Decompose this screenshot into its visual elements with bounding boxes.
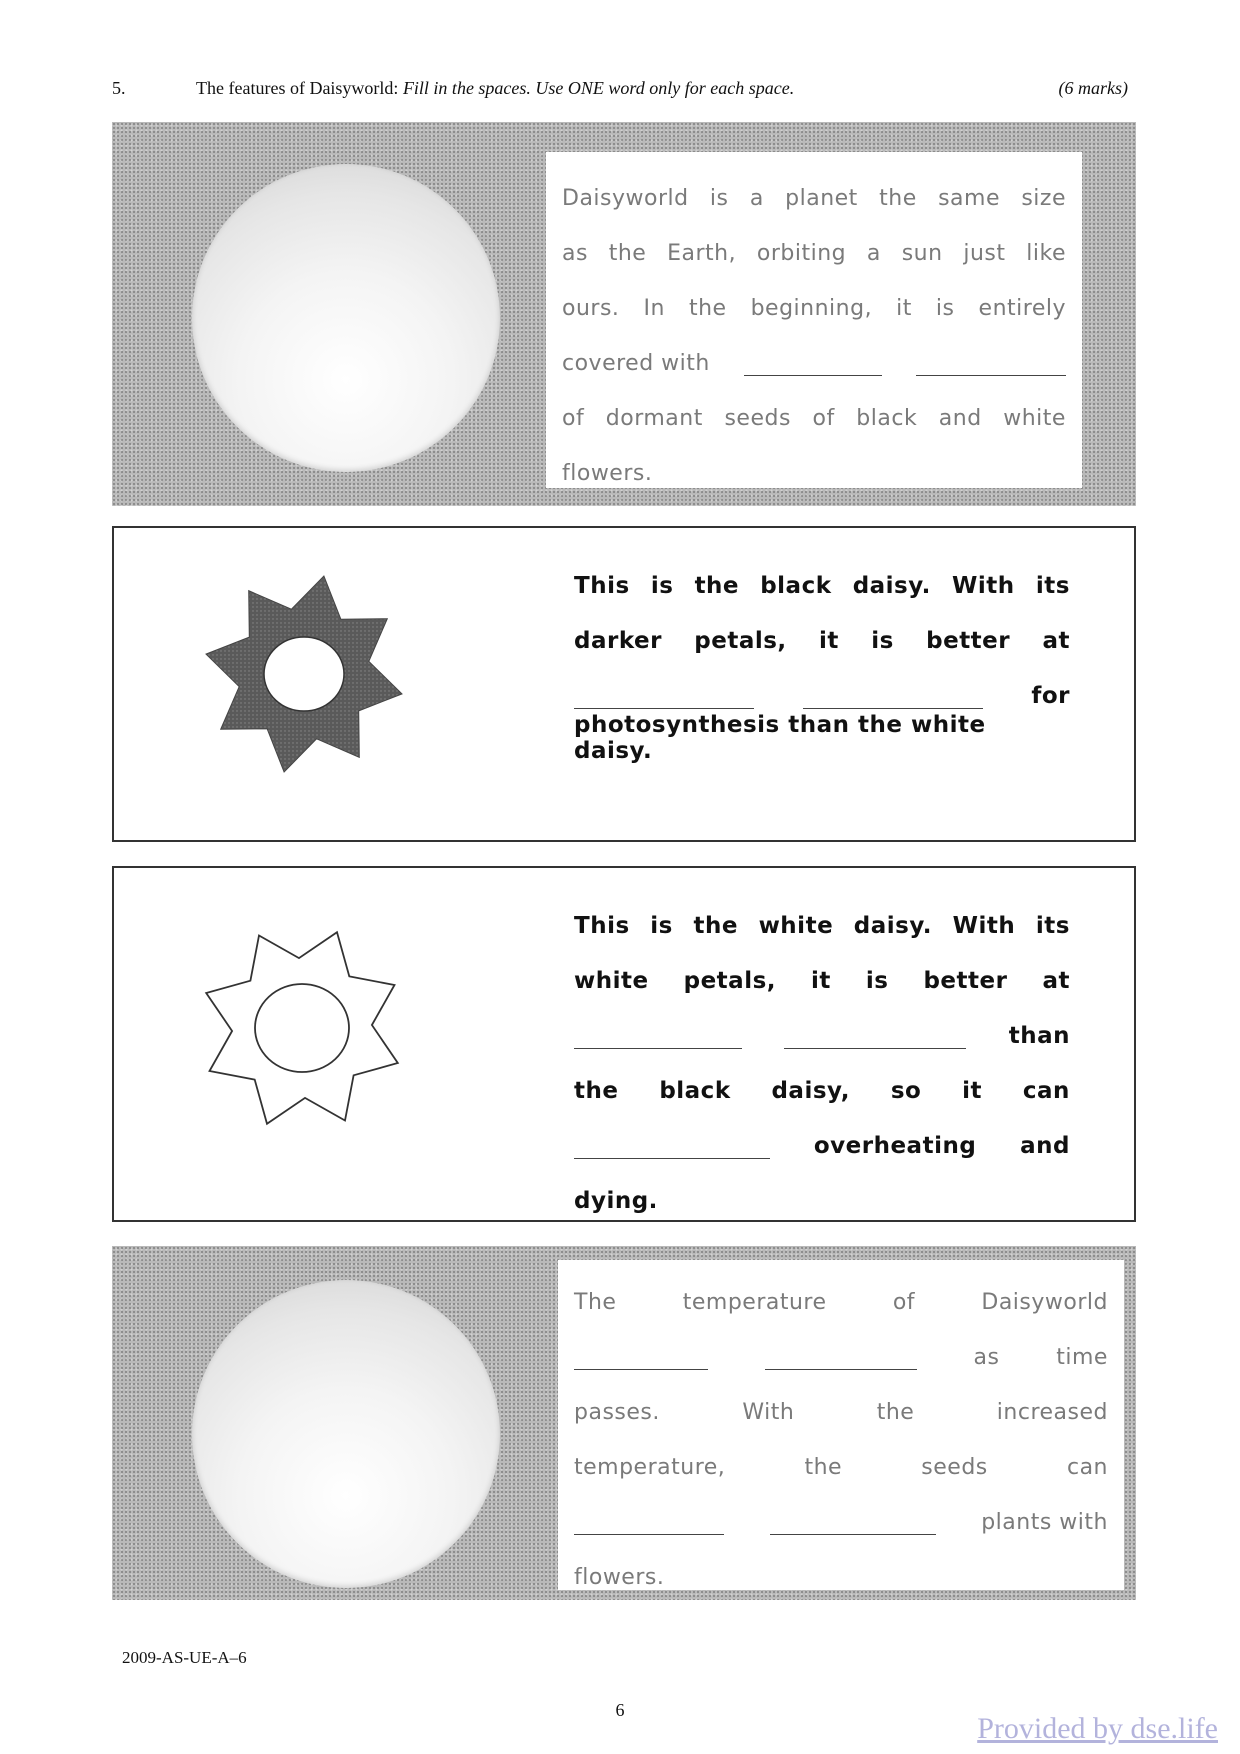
word: Daisyworld [562, 186, 689, 211]
word: ours. [562, 296, 620, 321]
word: for [1031, 683, 1070, 709]
word: the [879, 186, 917, 211]
panel-white-daisy [112, 866, 1136, 1222]
word: daisy. [852, 573, 931, 599]
word: The [574, 1290, 617, 1315]
word: This [574, 913, 630, 939]
text-line [574, 1260, 1108, 1315]
word: white [758, 913, 834, 939]
word: the [688, 296, 727, 321]
word: its [1035, 573, 1070, 599]
word: darker [574, 628, 662, 654]
text-line [574, 1104, 1070, 1159]
word: than [1008, 1023, 1070, 1049]
text-line [562, 376, 1066, 431]
answer-blank[interactable] [744, 345, 882, 376]
word: the [804, 1455, 843, 1480]
prompt-text: The features of Daisyworld: [196, 78, 399, 98]
word: is [935, 296, 955, 321]
question-header [112, 78, 1128, 102]
word: of [562, 406, 585, 431]
word: just [963, 241, 1006, 266]
text-line [574, 884, 1070, 939]
planet-illustration [192, 164, 500, 472]
word: black [856, 406, 918, 431]
answer-blank[interactable] [784, 1018, 966, 1049]
text-line [574, 939, 1070, 994]
word: better [926, 628, 1011, 654]
word: covered with [562, 351, 710, 376]
answer-blank[interactable] [803, 678, 983, 709]
text-line [574, 544, 1070, 599]
word: at [1042, 968, 1070, 994]
word: as [973, 1345, 1000, 1370]
word: is [650, 573, 674, 599]
word: at [1042, 628, 1070, 654]
text-line [574, 599, 1070, 654]
white-daisy-icon [202, 928, 402, 1128]
word: With [952, 573, 1015, 599]
word: flowers. [574, 1565, 665, 1590]
word: With [742, 1400, 795, 1425]
word: and [938, 406, 982, 431]
text-line [574, 1049, 1070, 1104]
word: it [896, 296, 912, 321]
panel-1-textbox [546, 152, 1082, 488]
word: temperature, [574, 1455, 726, 1480]
question-prompt [196, 78, 794, 99]
word: petals, [683, 968, 776, 994]
word: beginning, [750, 296, 873, 321]
word: a [749, 186, 764, 211]
answer-blank[interactable] [574, 678, 754, 709]
word: dying. [574, 1188, 658, 1214]
word: time [1056, 1345, 1108, 1370]
word: planet [785, 186, 858, 211]
word: the [693, 913, 738, 939]
word: photosynthesis than the white daisy. [574, 712, 986, 764]
word: as [562, 241, 588, 266]
text-line [574, 654, 1070, 709]
word: it [962, 1078, 983, 1104]
panel-black-daisy [112, 526, 1136, 842]
panel-4-textbox [558, 1260, 1124, 1590]
word: better [923, 968, 1008, 994]
panel-planet-dormant [112, 122, 1136, 506]
word: sun [901, 241, 943, 266]
question-number: 5. [112, 78, 126, 98]
word: daisy. [853, 913, 932, 939]
word: of [812, 406, 835, 431]
word: is [871, 628, 894, 654]
paper-code: 2009-AS-UE-A–6 [122, 1648, 247, 1667]
marks-label: (6 marks) [1058, 78, 1128, 98]
answer-blank[interactable] [916, 345, 1066, 376]
answer-blank[interactable] [770, 1504, 936, 1535]
word: it [819, 628, 839, 654]
answer-blank[interactable] [574, 1339, 708, 1370]
answer-blank[interactable] [574, 1504, 724, 1535]
word: the [694, 573, 740, 599]
word: This [574, 573, 630, 599]
word: increased [996, 1400, 1108, 1425]
word: petals, [694, 628, 787, 654]
word: is [709, 186, 729, 211]
text-line [562, 211, 1066, 266]
text-line [574, 1159, 1070, 1214]
word: plants with [981, 1510, 1108, 1535]
black-daisy-icon [204, 574, 404, 774]
answer-blank[interactable] [574, 1128, 770, 1159]
word: the [574, 1078, 619, 1104]
word: With [952, 913, 1016, 939]
word: daisy, [771, 1078, 850, 1104]
text-line [574, 1370, 1108, 1425]
word: its [1035, 913, 1070, 939]
word: the [608, 241, 647, 266]
word: and [1020, 1133, 1070, 1159]
word: black [760, 573, 832, 599]
word: is [650, 913, 673, 939]
word: can [1066, 1455, 1108, 1480]
word: it [811, 968, 831, 994]
text-line [574, 1315, 1108, 1370]
word: flowers. [562, 461, 653, 486]
text-line [574, 1480, 1108, 1535]
text-line [574, 709, 1070, 764]
black-daisy-illustration [204, 574, 404, 774]
word: is [865, 968, 889, 994]
word: entirely [978, 296, 1066, 321]
text-line [562, 321, 1066, 376]
text-line [562, 266, 1066, 321]
white-daisy-illustration [202, 928, 402, 1128]
text-line [574, 1425, 1108, 1480]
panel-planet-temperature [112, 1246, 1136, 1600]
text-line [574, 994, 1070, 1049]
word: can [1022, 1078, 1070, 1104]
word: of [892, 1290, 916, 1315]
watermark-link[interactable]: Provided by dse.life [977, 1712, 1218, 1745]
text-line [574, 1535, 1108, 1590]
planet-illustration [192, 1280, 500, 1588]
word: black [659, 1078, 731, 1104]
word: In [643, 296, 665, 321]
word: dormant [605, 406, 703, 431]
answer-blank[interactable] [765, 1339, 917, 1370]
panel-3-textbox [574, 884, 1070, 1214]
answer-blank[interactable] [574, 1018, 742, 1049]
word: like [1026, 241, 1066, 266]
word: the [876, 1400, 915, 1425]
word: size [1021, 186, 1066, 211]
word: so [890, 1078, 922, 1104]
word: seeds [724, 406, 791, 431]
word: same [938, 186, 1000, 211]
word: Daisyworld [981, 1290, 1108, 1315]
word: Earth, [667, 241, 737, 266]
instruction-text: Fill in the spaces. Use ONE word only for each space. [402, 78, 795, 98]
panel-2-textbox [574, 544, 1070, 824]
word: a [866, 241, 881, 266]
text-line [562, 431, 1066, 486]
text-line [562, 156, 1066, 211]
word: white [574, 968, 649, 994]
word: overheating [813, 1133, 977, 1159]
word: seeds [921, 1455, 988, 1480]
word: temperature [682, 1290, 827, 1315]
word: white [1003, 406, 1066, 431]
word: passes. [574, 1400, 660, 1425]
page-number: 6 [615, 1700, 625, 1720]
word: orbiting [756, 241, 847, 266]
